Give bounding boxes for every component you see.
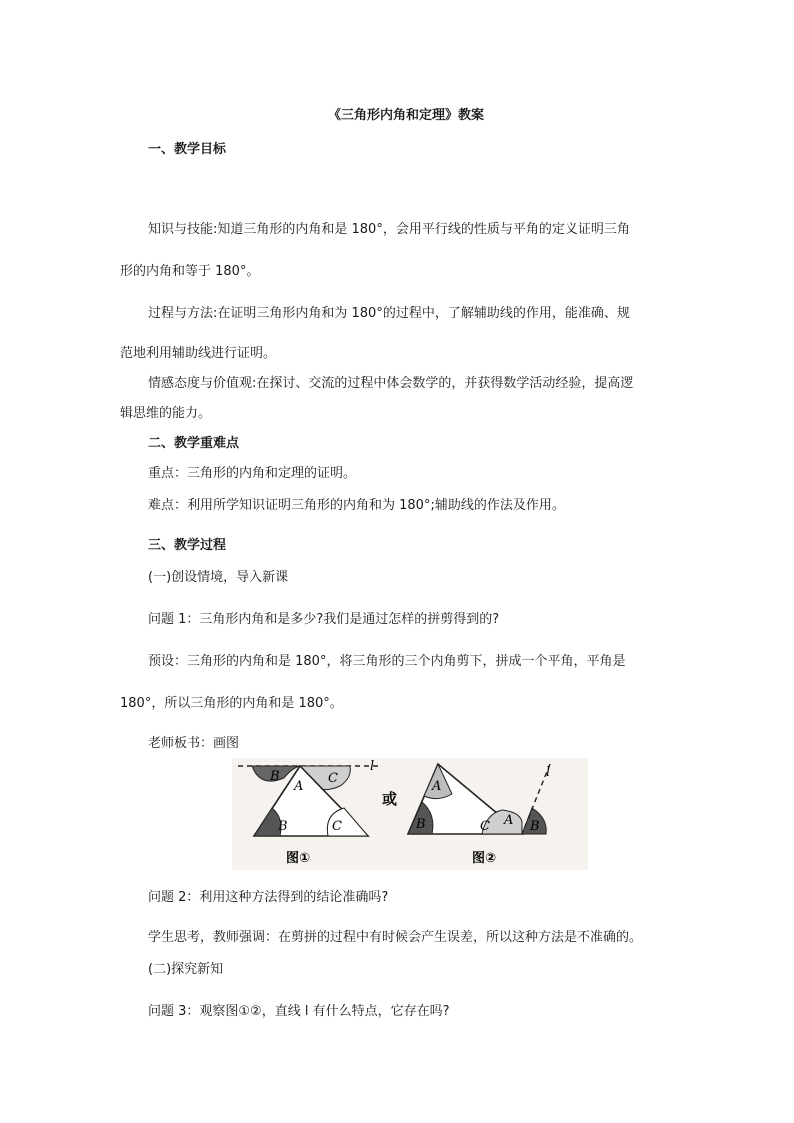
teacher-board-note: 老师板书：画图: [148, 736, 240, 751]
paragraph-knowledge-line2: 形的内角和等于 180°。: [120, 264, 260, 279]
subsection-heading-2: (二)探究新知: [148, 962, 224, 977]
fig2-label-c: C: [480, 819, 490, 834]
paragraph-attitude-line2: 辑思维的能力。: [120, 406, 212, 421]
fig1-label-a: A: [294, 779, 304, 794]
key-point-text: 重点：三角形的内角和定理的证明。: [148, 466, 357, 481]
fig2-label-a-top: A: [432, 779, 442, 794]
paragraph-attitude-line1: 情感态度与价值观:在探讨、交流的过程中体会数学的，并获得数学活动经验，提高逻: [148, 376, 634, 391]
figure-svg: [232, 758, 588, 870]
preset-line1: 预设：三角形的内角和是 180°，将三角形的三个内角剪下，拼成一个平角，平角是: [148, 654, 626, 669]
fig2-label-b: B: [416, 817, 426, 832]
fig1-caption: 图①: [286, 851, 311, 866]
section-heading-goals: 一、教学目标: [148, 142, 227, 157]
paragraph-process-line1: 过程与方法:在证明三角形内角和为 180°的过程中，了解辅助线的作用，能准确、规: [148, 306, 630, 321]
figure-or-text: 或: [382, 790, 398, 808]
paragraph-process-line2: 范地利用辅助线进行证明。: [120, 346, 277, 361]
fig1-label-c-bottom: C: [332, 819, 342, 834]
preset-line2: 180°，所以三角形的内角和是 180°。: [120, 696, 343, 711]
subsection-heading-1: (一)创设情境，导入新课: [148, 570, 289, 585]
section-heading-process: 三、教学过程: [148, 538, 227, 553]
question-2: 问题 2：利用这种方法得到的结论准确吗?: [148, 890, 389, 905]
triangle-angle-figure: [232, 758, 588, 870]
section-heading-key-points: 二、教学重难点: [148, 436, 240, 451]
question-3: 问题 3：观察图①②，直线 l 有什么特点，它存在吗?: [148, 1004, 450, 1019]
fig2-line-label: l: [546, 765, 551, 780]
fig2-caption: 图②: [472, 851, 497, 866]
document-title: 《三角形内角和定理》教案: [328, 108, 485, 123]
fig1-label-c-top: C: [328, 771, 338, 786]
difficulty-text: 难点：利用所学知识证明三角形的内角和为 180°;辅助线的作法及作用。: [148, 498, 565, 513]
paragraph-knowledge-line1: 知识与技能:知道三角形的内角和是 180°，会用平行线的性质与平角的定义证明三角: [148, 222, 630, 237]
student-think-text: 学生思考，教师强调：在剪拼的过程中有时候会产生误差，所以这种方法是不准确的。: [148, 930, 643, 945]
fig1-label-b-bottom: B: [278, 819, 288, 834]
fig2-label-b-right: B: [530, 819, 540, 834]
fig2-label-a-bottom: A: [504, 813, 514, 828]
fig1-label-b-top: B: [270, 769, 280, 784]
fig1-line-label: l: [370, 759, 375, 774]
question-1: 问题 1：三角形内角和是多少?我们是通过怎样的拼剪得到的?: [148, 612, 500, 627]
